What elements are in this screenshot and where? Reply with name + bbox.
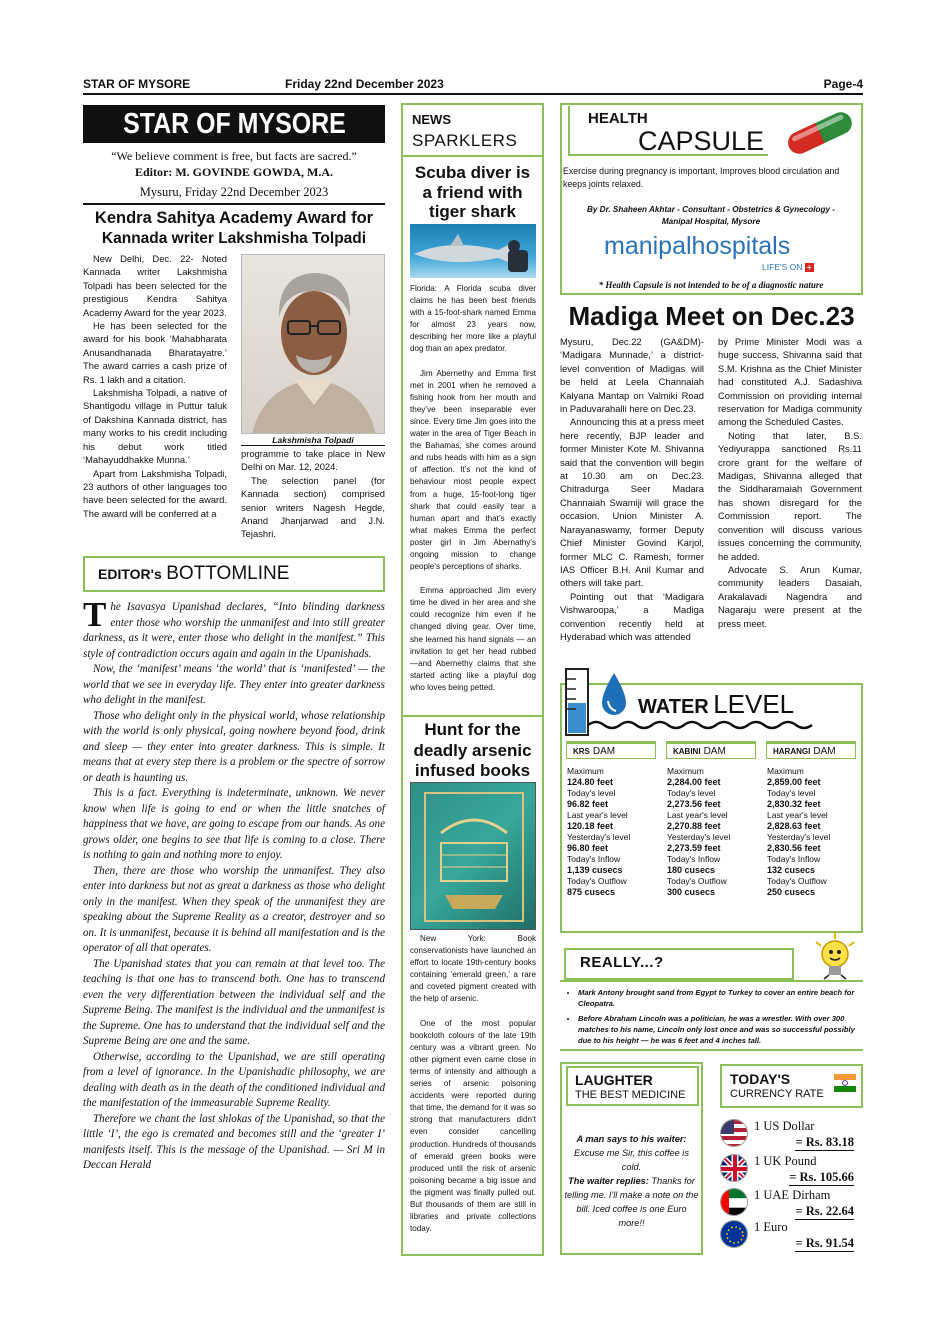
rate-value: = Rs. 105.66 [789,1170,854,1184]
uae-flag-icon [720,1188,748,1216]
joke-line: The waiter replies: Thanks for telling me. I'll make a note on the bill. Iced coffee is one Euro more!! [564,1176,699,1228]
bottomline-paragraph: Otherwise, according to the Upanishad, we are still operating from a level of ignorance. In the Upanishadic philosophy, we are dealing with death as in the death of the conditioned individual and the manifestation of the immeasurable Supreme Reality. [83,1050,385,1109]
kendra-headline-1: Kendra Sahitya Academy Award for [94,209,374,227]
bottomline-paragraph: This is a fact. Everything is indeterminate, unknown. We never know when life is going to end or when the little snatches of happiness that we have, are going to escape from our hands. As one grows older, one begins to see that life is coming to a close. There is nothing to gain and nothing more to enjoy. [83,787,385,861]
bottomline-label [98,563,289,587]
reading-label: Maximum [567,766,604,776]
news-divider [403,715,542,717]
kendra-paragraph: The selection panel (for Kannada section) comprised senior writers Nagesh Hegde, Anand Jhanjarwad and J.N. Tejashri. [241,474,385,540]
shark-paragraph: Jim Abernethy and Emma first met in 2001 when he removed a fishing hook from her mouth and they’ve been inseparable ever since. Every time Jim goes into the water in the area of Tiger Beach in the Bahamas, she comes around and rubs heads with him as a sign of affection. It’s not the kind of behaviour most people expect from a huge, 15-foot-long tiger shark that could easily tear a human apart and that’s exactly what makes Emma the perfect poster girl in Jim Abernathy’s ongoing mission to change people’s perceptions of sharks. [410,368,536,572]
reading-label: Today's Inflow [767,854,821,864]
water-label [638,689,794,720]
rate-row-gbp [720,1154,860,1184]
really-list [578,987,862,1046]
water-label-bold: WATER [638,696,709,718]
health-byline-2: Manipal Hospital, Mysore [661,217,761,226]
bottomline-dropcap: T [83,595,107,634]
reading-label: Last year's level [667,810,728,820]
shark-paragraph: Emma approached Jim every time he dived in her area and she could recognize him even if he changed diving gear. Over time, she learned his hand signals — an invitation to get her head rubbed —and Abernethy claims that she started acting like a playful dog who loves being petted. [410,586,536,692]
bottomline-body [83,595,385,1174]
dam-name-tab: KRS DAM [566,741,656,759]
bottomline-paragraph: Then, there are those who worship the unmanifest. They also enter into darkness but not as great a darkness as those who delight only in the manifest. When they speak of the unmanifest they are speaking about the Supreme Reality as a creator, destroyer and so on. It is unmanifest, because it is behind all manifestation and is the operator of all that operates. [83,864,385,954]
dam-name-tab: KABINI DAM [666,741,756,759]
reading-value: 2,828.63 feet [767,821,821,831]
bottomline-paragraph: Those who delight only in the physical world, whose relationship with the world is only physical, going nowhere beyond food, drink and sleep — they enter into greater darkness. This is simple. It means that at every step there is a problem or the spectre of sorrow or death is haunting us. [83,709,385,784]
reading-label: Today's Inflow [667,854,721,864]
reading-value: 2,859.00 feet [767,777,821,787]
bottomline-paragraph: Therefore we chant the last shlokas of the Upanishad, so that the little ‘I’, the ego is cremated and becomes still and the ‘greater I’ manifests itself. This is the message of the Upanishad. — Sri M in Deccan Herald [83,1112,385,1171]
reading-value: 1,139 cusecs [567,865,623,875]
really-item: • Before Abraham Lincoln was a politician, he was a wrestler. With over 300 matches to his name, Lincoln only lost once and was so successful possibly due to his height — he was 6 feet and 4 inches tall. [578,1013,862,1046]
reading-value: 2,830.56 feet [767,843,821,853]
reading-value: 2,273.59 feet [667,843,721,853]
manipal-logo-tag: LIFE'S ON + [762,262,814,272]
madiga-paragraph: Advocate S. Arun Kumar, community leaders Dasaiah, Arakalavadi Nagendra and Nagaraju were present at the press meet. [718,563,862,629]
reading-label: Yesterday's level [567,832,631,842]
health-label-small: HEALTH [588,110,648,127]
reading-label: Today's Outflow [567,876,627,886]
bottomline-credit: — Sri M in Deccan Herald [83,1143,385,1171]
laughter-label-light: THE BEST MEDICINE [575,1089,686,1101]
madiga-headline: Madiga Meet on Dec.23 [568,301,855,331]
header-date: Friday 22nd December 2023 [285,77,444,91]
joke-line: Excuse me Sir, this coffee is cold. [574,1148,689,1172]
news-label-big: SPARKLERS [412,131,518,150]
reading-label: Last year's level [767,810,828,820]
reading-value: 124.80 feet [567,777,614,787]
rate-currency: 1 Euro [754,1220,788,1234]
reading-label: Maximum [767,766,804,776]
reading-value: 2,270.88 feet [667,821,721,831]
reading-label: Today's Inflow [567,854,621,864]
rate-value: = Rs. 83.18 [795,1135,854,1149]
shark-photo [410,224,536,278]
reading-value: 300 cusecs [667,887,716,897]
uk-flag-icon [720,1154,748,1182]
madiga-paragraph: Mysuru, Dec.22 (GA&DM)- ‘Madigara Munnade,’ a district-level convention of Madigas will be held at Leela Channaiah Kalyana Mantap on Valmiki Road in Paduvarahalli here on Dec.23. [560,336,704,415]
usa-flag-icon [720,1119,748,1147]
currency-label-light: CURRENCY RATE [730,1088,824,1100]
shark-figure [410,224,536,278]
masthead-dateline: Mysuru, Friday 22nd December 2023 [139,185,329,199]
reading-value: 2,830.32 feet [767,799,821,809]
arsenic-paragraph: One of the most popular bookcloth colours of the late 19th century was a vibrant green. No other pigment even came close in terms of intensity and although a series of arsenic poisoning accidents were reported during that time, the demand for it was so strong that manufacturers didn’t even consider cancelling production. Hundreds of thousands of emerald green books were produced until the risk of arsenic poisoning became a big issue and the pigment was finally pulled out. But thousands of them are still in libraries and private collections today. [410,1018,536,1234]
laughter-joke [564,1132,699,1230]
reading-label: Today's level [767,788,816,798]
masthead-title: STAR OF MYSORE [122,108,346,140]
health-label-big: CAPSULE [638,126,765,156]
news-label-small: NEWS [412,112,451,127]
reading-value: 96.82 feet [567,799,609,809]
rate-row-eur [720,1220,860,1250]
bottomline-paragraph: The Upanishad states that you can remain at that level too. The teaching is that one has to transcend both. One has to transcend even the very differentiation between the individual self and the Supreme Being. The manifest is the individual and the unmanifest is the Supreme. One has to understand that the individual self and the Supreme Being are one and the same. [83,957,385,1047]
reading-value: 180 cusecs [667,865,716,875]
rate-currency: 1 UK Pound [754,1154,817,1168]
bottomline-label-small: EDITOR's [98,566,162,582]
bottomline-paragraph: Now, the ‘manifest’ means ‘the world’ that is ‘manifested’ — the world that we see in everyday life. They enter into greater darkness who delight in the manifest. [83,663,385,706]
water-label-light: LEVEL [713,689,795,719]
page-header [83,77,863,93]
eu-flag-icon [720,1220,748,1248]
book-cover-pattern [411,783,536,930]
kendra-body-right [241,447,385,541]
shark-headline: Scuba diver is a friend with tiger shark [414,163,531,221]
portrait-figure [242,255,385,434]
reading-label: Maximum [667,766,704,776]
tolpadi-caption: Lakshmisha Tolpadi [241,435,385,446]
health-tip-text: Exercise during pregnancy is important, Improves blood circulation and keeps joints relaxed. [563,166,840,189]
dam-readings [767,766,861,898]
arsenic-body [410,933,536,1235]
header-page-number: Page-4 [823,77,863,91]
reading-label: Today's level [567,788,616,798]
reading-label: Today's Outflow [767,876,827,886]
reading-value: 875 cusecs [567,887,616,897]
shark-body [410,283,536,694]
rate-row-aed [720,1188,860,1218]
india-flag-icon [834,1072,856,1094]
madiga-body-right [718,335,862,630]
rate-value: = Rs. 22.64 [795,1204,854,1218]
masthead-banner [83,105,385,143]
reading-value: 96.80 feet [567,843,609,853]
reading-value: 2,284.00 feet [667,777,721,787]
masthead-motto: “We believe comment is free, but facts are sacred.” [111,149,357,163]
kendra-paragraph: He has been selected for the award for his book ‘Mahabharata Anusandhanada Bharatayatre.’ The award carries a cash prize of Rs. 1 lakh and a citation. [83,320,227,385]
manipal-logo: manipalhospitals [604,232,791,260]
dam-readings [667,766,761,898]
really-item: • Mark Antony brought sand from Egypt to Turkey to cover an entire beach for Cleopatra. [578,987,862,1009]
news-label-divider [403,155,542,157]
kendra-body-left [83,252,227,520]
reading-label: Today's Outflow [667,876,727,886]
really-bottom-rule [560,1049,863,1051]
rate-row-usd [720,1119,860,1149]
rate-value: = Rs. 91.54 [795,1236,854,1250]
plus-icon: + [805,263,814,272]
arsenic-paragraph: New York: Book conservationists have launched an effort to locate 19th-century books containing ‘emerald green,’ a rare and coveted pigment created with the help of arsenic. [410,934,536,1004]
rate-currency: 1 US Dollar [754,1119,815,1133]
tolpadi-photo [241,254,385,434]
reading-value: 2,273.56 feet [667,799,721,809]
reading-value: 132 cusecs [767,865,816,875]
kendra-paragraph: Lakshmisha Tolpadi, a native of Shantigodu village in Puttur taluk of Dakshina Kannada district, has many works to his credit including his debut work titled ‘Mahayuddhakke Munna.’ [83,387,227,466]
reading-label: Today's level [667,788,716,798]
lightbulb-icon [812,932,858,984]
kendra-paragraph: Apart from Lakshmisha Tolpadi, 23 authors of other languages too have been selected for the award. The award will be conferred at a [83,467,227,519]
header-paper-name: STAR OF MYSORE [83,77,191,91]
kendra-paragraph: New Delhi, Dec. 22- Noted Kannada writer Lakshmisha Tolpadi has been selected for the prestigious Kendra Sahitya Academy Award for the year 2023. [83,253,227,318]
joke-line: A man says to his waiter: [576,1134,687,1144]
laughter-label-bold: LAUGHTER [575,1072,653,1088]
currency-label-bold: TODAY'S [730,1071,791,1087]
arsenic-headline: Hunt for the deadly arsenic infused books [413,720,532,780]
dam-readings [567,766,661,898]
masthead-rule [83,203,385,205]
header-rule [83,93,863,95]
reading-label: Yesterday's level [767,832,831,842]
madiga-paragraph: Pointing out that ‘Madigara Vishwaroopa,’ a Madiga convention recently held at Hyderabad which was attended [560,590,704,642]
madiga-paragraph: Announcing this at a press meet here recently, BJP leader and former Minister Kote M. Shivanna said that the convention will begin at 10.30 am on Dec.23. Chitradurga Seer Madara Channaiah Swamiji will grace the occasion. Union Minister A. Narayanaswamy, former Deputy Chief Minister Govind Karjol, former MLC C. Ramesh, former IAS Officer B.H. Anil Kumar and others will take part. [560,416,704,589]
reading-value: 250 cusecs [767,887,816,897]
madiga-paragraph: by Prime Minister Modi was a huge success, Shivanna said that S.M. Krishna as the Chief Minister had constituted A.J. Sadashiva Commission on providing internal reservation for Madiga community among the Scheduled Castes. [718,336,862,428]
health-disclaimer: * Health Capsule is not intended to be of a diagnostic nature [598,280,824,290]
masthead-editor: Editor: M. GOVINDE GOWDA, M.A. [135,165,333,179]
arsenic-book-photo [410,782,536,930]
pill-capsule-icon [780,108,860,158]
reading-value: 120.18 feet [567,821,614,831]
reading-label: Yesterday's level [667,832,731,842]
madiga-paragraph: Noting that later, B.S. Yediyurappa sanctioned Rs.11 crore grant for the welfare of Madigas, Shivanna alleged that the Siddharamaiah Government has shown disregard for the Commission report. The convention will discuss various issues concerning the community, he added. [718,429,862,562]
reading-label: Last year's level [567,810,628,820]
kendra-paragraph: programme to take place in New Delhi on Mar. 12, 2024. [241,448,385,473]
rate-currency: 1 UAE Dirham [754,1188,831,1202]
health-byline-1: By Dr. Shaheen Akhtar - Consultant - Obstetrics & Gynecology - [586,205,836,214]
bottomline-paragraph: The Isavasya Upanishad declares, “Into blinding darkness enter those who worship the unmanifest and into still greater darkness, as it were, enter those who delight in the manifest.” This style of contradiction occurs again and again in the Upanishads. [83,595,385,660]
kendra-headline-2: Kannada writer Lakshmisha Tolpadi [101,230,367,247]
dam-name-tab: HARANGI DAM [766,741,856,759]
bottomline-label-big: BOTTOMLINE [166,563,290,584]
shark-paragraph: Florida: A Florida scuba diver claims he has been best friends with a 15-foot-shark named Emma for almost 23 years now, describing her more like a playful dog than an apex predator. [410,284,536,354]
really-label: REALLY...? [580,954,664,971]
madiga-body-left [560,335,704,643]
